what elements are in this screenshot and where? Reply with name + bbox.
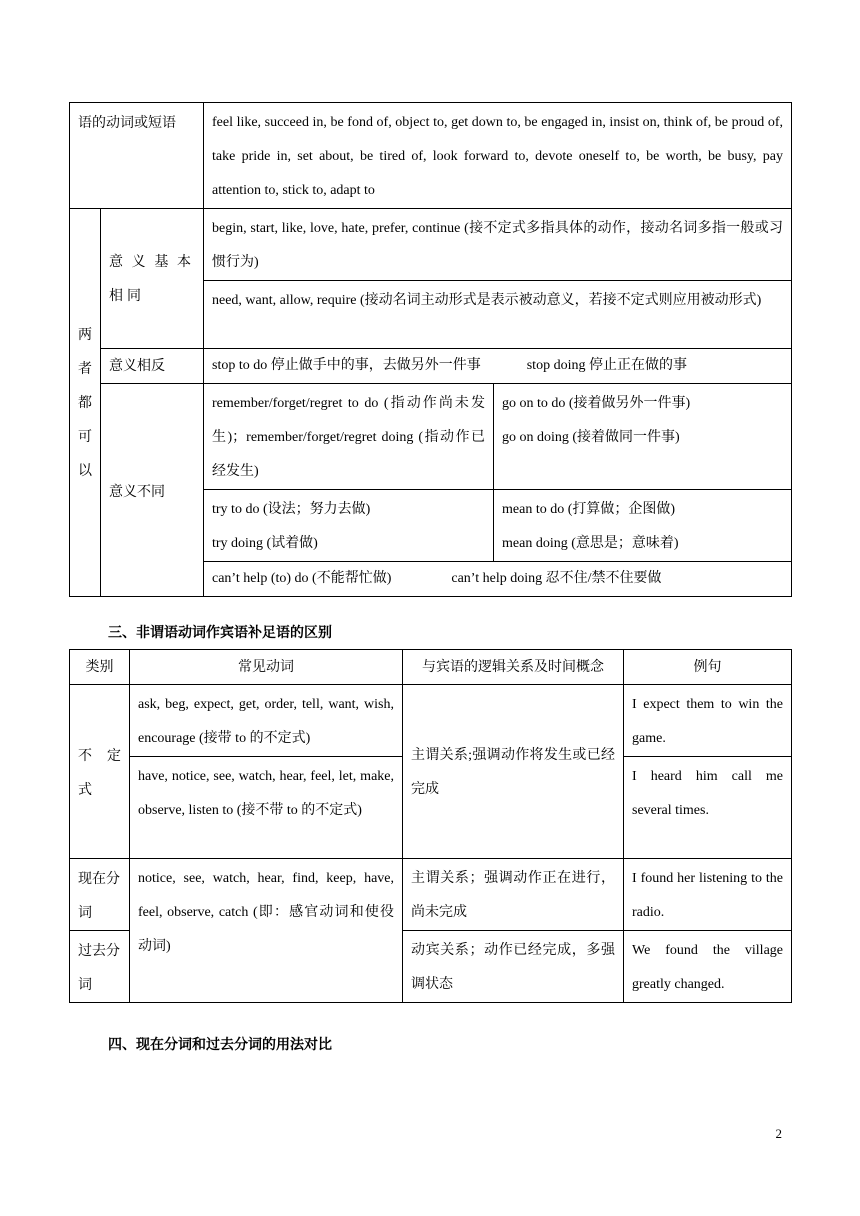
infinitive-relation: 主谓关系;强调动作将发生或已经完成 xyxy=(403,685,624,859)
participle-verbs: notice, see, watch, hear, find, keep, have, feel, observe, catch (即：感官动词和使役动词) xyxy=(130,859,403,1003)
header-example: 例句 xyxy=(624,650,792,685)
remember-forget-regret: remember/forget/regret to do (指动作尚未发生)；remember/forget/regret doing (指动作已经发生) xyxy=(204,384,494,490)
go-on-cell xyxy=(494,384,792,490)
present-participle-label: 现在分词 xyxy=(70,859,130,931)
go-on-doing: go on doing (接着做同一件事) xyxy=(502,430,680,445)
infinitive-verbs-bare: have, notice, see, watch, hear, feel, let, make, observe, listen to (接不带 to 的不定式) xyxy=(130,757,403,859)
try-doing: try doing (试着做) xyxy=(212,536,318,551)
infinitive-example-1: I expect them to win the game. xyxy=(624,685,792,757)
past-participle-label: 过去分词 xyxy=(70,931,130,1003)
verb-usage-table xyxy=(69,102,792,597)
gerund-only-label: 语的动词或短语 xyxy=(70,103,204,209)
section-heading-3: 三、非谓语动词作宾语补足语的区别 xyxy=(108,625,332,641)
section-heading-4: 四、现在分词和过去分词的用法对比 xyxy=(108,1037,332,1053)
infinitive-example-2: I heard him call me several times. xyxy=(624,757,792,859)
both-allowed-label: 两 者 都 可 以 xyxy=(70,209,101,597)
cant-help-to-do: can’t help (to) do (不能帮忙做) xyxy=(212,571,392,586)
try-cell xyxy=(204,490,494,562)
past-example: We found the village greatly changed. xyxy=(624,931,792,1003)
infinitive-label: 不 定 式 xyxy=(70,685,130,859)
mean-to-do: mean to do (打算做；企图做) xyxy=(502,502,676,517)
object-complement-table xyxy=(69,649,792,1003)
cant-help-doing: can’t help doing 忍不住/禁不住要做 xyxy=(451,571,662,586)
basic-same-label xyxy=(101,209,204,349)
different-label: 意义不同 xyxy=(101,384,204,597)
header-common-verbs: 常见动词 xyxy=(130,650,403,685)
basic-same-label-text: 意义基本相同 xyxy=(109,253,195,304)
cant-help-row xyxy=(204,562,792,597)
go-on-to-do: go on to do (接着做另外一件事) xyxy=(502,396,691,411)
stop-to-do: stop to do 停止做手中的事，去做另外一件事 xyxy=(212,358,481,373)
infinitive-verbs-to: ask, beg, expect, get, order, tell, want, wish, encourage (接带 to 的不定式) xyxy=(130,685,403,757)
try-to-do: try to do (设法；努力去做) xyxy=(212,502,371,517)
header-category: 类别 xyxy=(70,650,130,685)
header-relation: 与宾语的逻辑关系及时间概念 xyxy=(403,650,624,685)
stop-doing: stop doing 停止正在做的事 xyxy=(526,358,687,373)
opposite-label: 意义相反 xyxy=(101,349,204,384)
page-number: 2 xyxy=(775,1126,782,1141)
gerund-only-verbs: feel like, succeed in, be fond of, object to, get down to, be engaged in, insist on, think of, be proud of, take pride in, set about, be tired of, look forward to, devote oneself to, be worth, be busy, pay attention to, stick to, adapt to xyxy=(204,103,792,209)
mean-cell xyxy=(494,490,792,562)
present-example: I found her listening to the radio. xyxy=(624,859,792,931)
mean-doing: mean doing (意思是；意味着) xyxy=(502,536,679,551)
past-relation: 动宾关系；动作已经完成，多强调状态 xyxy=(403,931,624,1003)
opposite-row xyxy=(204,349,792,384)
present-relation: 主谓关系；强调动作正在进行，尚未完成 xyxy=(403,859,624,931)
basic-same-row-1: begin, start, like, love, hate, prefer, continue (接不定式多指具体的动作，接动名词多指一般或习惯行为) xyxy=(204,209,792,281)
basic-same-row-2: need, want, allow, require (接动名词主动形式是表示被动意义，若接不定式则应用被动形式) xyxy=(204,281,792,349)
